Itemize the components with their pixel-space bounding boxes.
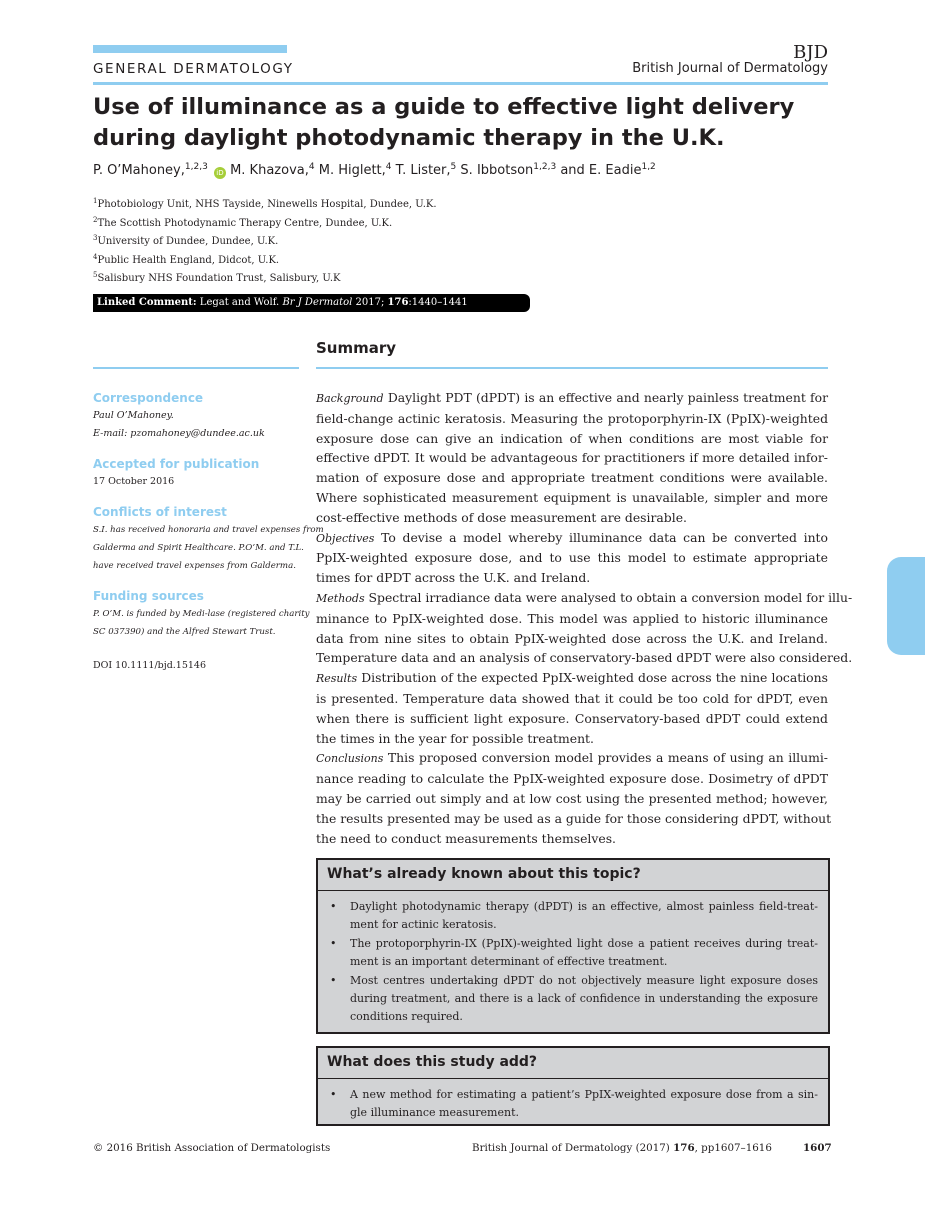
objectives-label: Objectives — [316, 531, 375, 545]
article-title — [93, 92, 833, 154]
affiliation-number: 4 — [93, 252, 98, 261]
section-thumb-tab — [887, 557, 925, 655]
affiliation-text: University of Dundee, Dundee, U.K. — [97, 236, 279, 248]
abstract-background — [316, 388, 828, 528]
list-item: • Daylight photodynamic therapy (dPDT) is an effective, almost painless field-treat- ment for actinic keratosis. — [330, 900, 818, 932]
author-list — [93, 162, 833, 179]
author-name[interactable]: M. Higlett, — [318, 163, 386, 178]
affiliation-number: 1 — [93, 197, 98, 205]
methods-label: Methods — [316, 591, 365, 605]
abstract-line: may be carried out simply and at low cost using the presented method; however, — [316, 790, 828, 806]
abstract-line: Results Distribution of the expected PpIX-weighted dose across the nine locations — [316, 670, 828, 686]
funding-line: P. O’M. is funded by Medi-lase (registered charity — [93, 609, 310, 619]
author-affiliation-marker: 4 — [308, 162, 315, 172]
linked-comment-banner[interactable] — [93, 294, 530, 312]
doi[interactable]: DOI 10.1111/bjd.15146 — [93, 660, 207, 671]
abstract-line: when there is sufficient light exposure. Conservatory-based dPDT could extend — [316, 710, 828, 726]
accepted-heading: Accepted for publication — [93, 457, 260, 471]
known-topic-heading: What’s already known about this topic? — [318, 860, 828, 891]
abstract-line: PpIX-weighted exposure dose, and to use this model to estimate appropriate — [316, 550, 828, 566]
bullet-icon: • — [330, 936, 337, 950]
conflicts-line: S.I. has received honoraria and travel expenses from — [93, 525, 324, 535]
correspondence-email[interactable]: E-mail: pzomahoney@dundee.ac.uk — [93, 428, 265, 439]
known-topic-box — [316, 858, 830, 1034]
abstract-line: data from nine sites to obtain PpIX-weighted dose across the U.K. and Ireland. — [316, 630, 828, 646]
section-label: GENERAL DERMATOLOGY — [93, 61, 294, 77]
author-name[interactable]: and E. Eadie — [560, 163, 642, 178]
affiliation-item — [93, 229, 593, 248]
results-label: Results — [316, 672, 358, 686]
abstract-line: Conclusions This proposed conversion model provides a means of using an illumi- — [316, 750, 828, 766]
abstract-results — [316, 668, 828, 748]
author-affiliation-marker: 1,2,3 — [184, 162, 208, 172]
abstract-line: cost-effective methods of dose measurement are desirable. — [316, 509, 687, 525]
abstract — [316, 388, 853, 848]
affiliation-text: The Scottish Photodynamic Therapy Centre, Dundee, U.K. — [97, 217, 393, 229]
footer-copyright: © 2016 British Association of Dermatologists — [93, 1142, 331, 1154]
affiliation-item — [93, 192, 593, 211]
abstract-line: mation of exposure dose and appropriate treatment conditions were available. — [316, 470, 828, 486]
abstract-line: minance to PpIX-weighted dose. This model was applied to historic illuminance — [316, 610, 828, 626]
study-adds-list — [318, 1079, 828, 1123]
funding-heading: Funding sources — [93, 589, 204, 603]
conflicts-line: Galderma and Spirit Healthcare. P.O’M. and T.L. — [93, 543, 304, 553]
footer-journal: British Journal of Dermatology (2017) — [472, 1142, 670, 1154]
affiliation-item — [93, 248, 593, 267]
summary-heading: Summary — [316, 339, 397, 357]
affiliation-text: Salisbury NHS Foundation Trust, Salisbury, U.K — [97, 273, 341, 285]
author-affiliation-marker: 1,2,3 — [533, 162, 557, 172]
article-info-sidebar — [93, 391, 324, 675]
author-name[interactable]: S. Ibbotson — [460, 163, 534, 178]
affiliation-list — [93, 192, 593, 285]
correspondence-heading: Correspondence — [93, 391, 204, 405]
affiliation-number: 2 — [93, 215, 98, 224]
linked-comment-label: Linked Comment: — [97, 297, 197, 308]
author-name[interactable]: P. O’Mahoney, — [93, 163, 185, 178]
page-number: 1607 — [803, 1142, 832, 1154]
journal-abbreviation: BJD — [793, 42, 828, 63]
conclusions-label: Conclusions — [316, 752, 384, 766]
study-adds-box — [316, 1046, 830, 1126]
orcid-icon[interactable]: iD — [214, 167, 226, 179]
abstract-line: times for dPDT across the U.K. and Ireland. — [316, 570, 591, 586]
abstract-line: Background Daylight PDT (dPDT) is an effective and nearly painless treatment for — [316, 390, 828, 405]
abstract-line: is presented. Temperature data showed that it could be too cold for dPDT, even — [316, 690, 828, 706]
bullet-icon: • — [330, 973, 337, 987]
header-accent-bar — [93, 45, 287, 53]
affiliation-text: Public Health England, Didcot, U.K. — [97, 254, 280, 266]
header-rule — [93, 82, 828, 85]
author-affiliation-marker: 5 — [450, 162, 457, 172]
correspondence-name: Paul O’Mahoney. — [93, 410, 174, 421]
funding-line: SC 037390) and the Alfred Stewart Trust. — [93, 627, 276, 637]
affiliation-item — [93, 266, 593, 285]
affiliation-text: Photobiology Unit, NHS Tayside, Ninewells Hospital, Dundee, U.K. — [97, 199, 437, 210]
author-affiliation-marker: 1,2 — [641, 162, 656, 172]
known-topic-list — [318, 891, 828, 1027]
footer-citation — [472, 1142, 772, 1154]
linked-comment-pages: :1440–1441 — [408, 297, 468, 308]
abstract-line: effective dPDT. It would be advantageous for practitioners if more detailed infor- — [316, 450, 828, 466]
bullet-icon: • — [330, 900, 337, 913]
journal-name: British Journal of Dermatology — [632, 61, 828, 76]
affiliation-item — [93, 211, 593, 230]
summary-rule — [316, 367, 828, 369]
linked-comment-authors: Legat and Wolf. — [199, 297, 280, 308]
study-adds-heading: What does this study add? — [318, 1048, 828, 1079]
sidebar-rule — [93, 367, 299, 369]
abstract-line: Temperature data and an analysis of conservatory-based dPDT were also considered. — [316, 650, 853, 666]
abstract-methods — [316, 588, 853, 668]
abstract-conclusions — [316, 748, 832, 848]
accepted-date: 17 October 2016 — [93, 476, 175, 487]
abstract-objectives — [316, 528, 828, 588]
affiliation-number: 3 — [93, 234, 98, 243]
affiliation-number: 5 — [93, 271, 98, 280]
author-name[interactable]: T. Lister, — [395, 163, 451, 178]
abstract-line: nance reading to calculate the PpIX-weighted exposure dose. Dosimetry of dPDT — [316, 771, 828, 787]
abstract-line: Objectives To devise a model whereby illuminance data can be converted into — [316, 529, 828, 545]
author-name[interactable]: M. Khazova, — [230, 163, 309, 178]
list-item: • A new method for estimating a patient’s PpIX-weighted exposure dose from a sin- gle illuminance measurement. — [330, 1088, 818, 1120]
footer-volume: 176 — [673, 1142, 695, 1154]
abstract-line: Methods Spectral irradiance data were analysed to obtain a conversion model for illu- — [316, 589, 853, 605]
abstract-line: Where sophisticated measurement equipment is unavailable, simpler and more — [316, 489, 828, 505]
article-title-line-2: during daylight photodynamic therapy in the U.K. — [93, 125, 725, 151]
abstract-line: the results presented may be used as a guide for those considering dPDT, without — [316, 810, 832, 826]
linked-comment-journal: Br J Dermatol — [282, 297, 353, 308]
abstract-line: exposure dose can give an indication of when conditions are most viable for — [316, 430, 828, 446]
author-affiliation-marker: 4 — [385, 162, 392, 172]
background-label: Background — [316, 392, 384, 405]
linked-comment-year: 2017; — [355, 297, 385, 308]
abstract-line: the times in the year for possible treatment. — [316, 730, 594, 746]
bullet-icon: • — [330, 1088, 337, 1101]
footer-pages: , pp1607–1616 — [694, 1142, 772, 1154]
list-item: • The protoporphyrin-IX (PpIX)-weighted light dose a patient receives during treat- ment is an important determinant of effective treatment. — [330, 936, 818, 969]
abstract-line: field-change actinic keratosis. Measuring the protoporphyrin-IX (PpIX)-weighted — [316, 410, 828, 426]
article-title-line-1: Use of illuminance as a guide to effective light delivery — [93, 94, 795, 120]
conflicts-line: have received travel expenses from Galderma. — [93, 561, 296, 571]
linked-comment-volume: 176 — [387, 297, 409, 308]
list-item: • Most centres undertaking dPDT do not objectively measure light exposure doses during treatment, and there is a lack of confidence in understanding the exposure conditions required. — [330, 973, 818, 1024]
conflicts-heading: Conflicts of interest — [93, 505, 227, 519]
abstract-line: the need to conduct measurements themselves. — [316, 830, 617, 846]
